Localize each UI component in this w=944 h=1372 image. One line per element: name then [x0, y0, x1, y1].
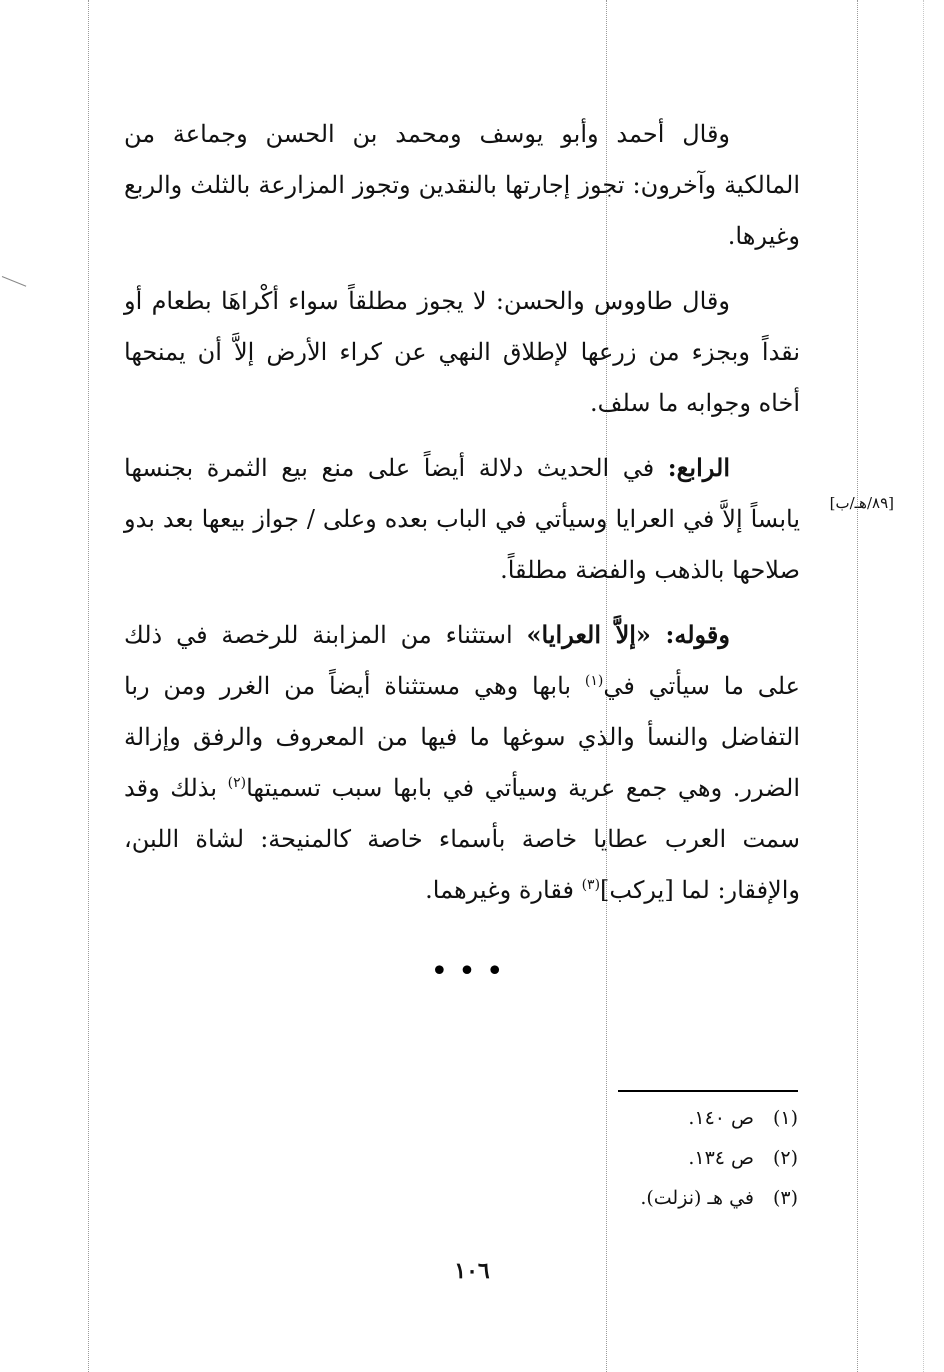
paragraph-text: في الحديث دلالة أيضاً على منع بيع الثمرة بجنسها يابساً إلاَّ في العرايا وسيأتي في الباب بعده وعلى / جواز بيعها بعد بدو صلاحها بالذهب والفضة مطلقاً. [124, 454, 800, 584]
page-number: ١٠٦ [454, 1258, 490, 1284]
paragraph-lead: وقوله: «إلاَّ العرايا» [526, 620, 730, 649]
footnote-divider [618, 1090, 798, 1092]
footnote-number: (٢) [772, 1147, 798, 1169]
footnote-reference: (٣) [581, 877, 601, 893]
scan-fold-line [857, 0, 858, 1372]
paragraph-text: فقارة وغيرهما. [425, 876, 582, 904]
footnote-text: ص ١٤٠. [688, 1107, 754, 1129]
footnote-number: (١) [772, 1107, 798, 1129]
paragraph [124, 275, 800, 429]
scan-fold-line [88, 0, 89, 1372]
scan-edge-mark [2, 276, 26, 287]
paragraph-text: وقال طاووس والحسن: لا يجوز مطلقاً سواء أكْراهَا بطعام أو نقداً وبجزء من زرعها لإطلاق النهي عن كراء الأرض إلاَّ أن يمنحها أخاه وجوابه ما سلف. [124, 287, 800, 417]
footnote-number: (٣) [772, 1187, 798, 1209]
main-text [124, 108, 800, 929]
manuscript-margin-note: [٨٩/هـ/ب] [829, 494, 894, 512]
paragraph-text: بذلك وقد سمت العرب عطايا خاصة بأسماء خاصة كالمنيحة: لشاة اللبن، والإفقار: لما [يركب] [124, 774, 800, 904]
footnote [450, 1178, 798, 1218]
footnote-text: ص ١٣٤. [688, 1147, 754, 1169]
footnote [450, 1098, 798, 1138]
footnote [450, 1138, 798, 1178]
paragraph [124, 442, 800, 596]
footnote-text: في هـ (نزلت). [640, 1187, 754, 1209]
paragraph-text: وقال أحمد وأبو يوسف ومحمد بن الحسن وجماعة من المالكية وآخرون: تجوز إجارتها بالنقدين وتجوز المزارعة بالثلث والربع وغيرها. [124, 120, 800, 250]
paragraph-text: بابها وهي مستثناة أيضاً من الغرر ومن ربا التفاضل والنسأ والذي سوغها ما فيها من المعروف والرفق وإزالة الضرر. وهي جمع عرية وسيأتي في بابها سبب تسميتها [124, 672, 800, 802]
paragraph-text: استثناء من المزابنة للرخصة في ذلك على ما سيأتي في [124, 621, 800, 700]
footnote-reference: (٢) [227, 775, 247, 791]
paragraph [124, 609, 800, 916]
scan-fold-line [923, 0, 924, 1372]
paragraph [124, 108, 800, 262]
footnotes [450, 1098, 798, 1218]
section-separator: ••• [430, 954, 514, 989]
paragraph-lead: الرابع: [667, 453, 730, 482]
footnote-reference: (١) [584, 673, 604, 689]
